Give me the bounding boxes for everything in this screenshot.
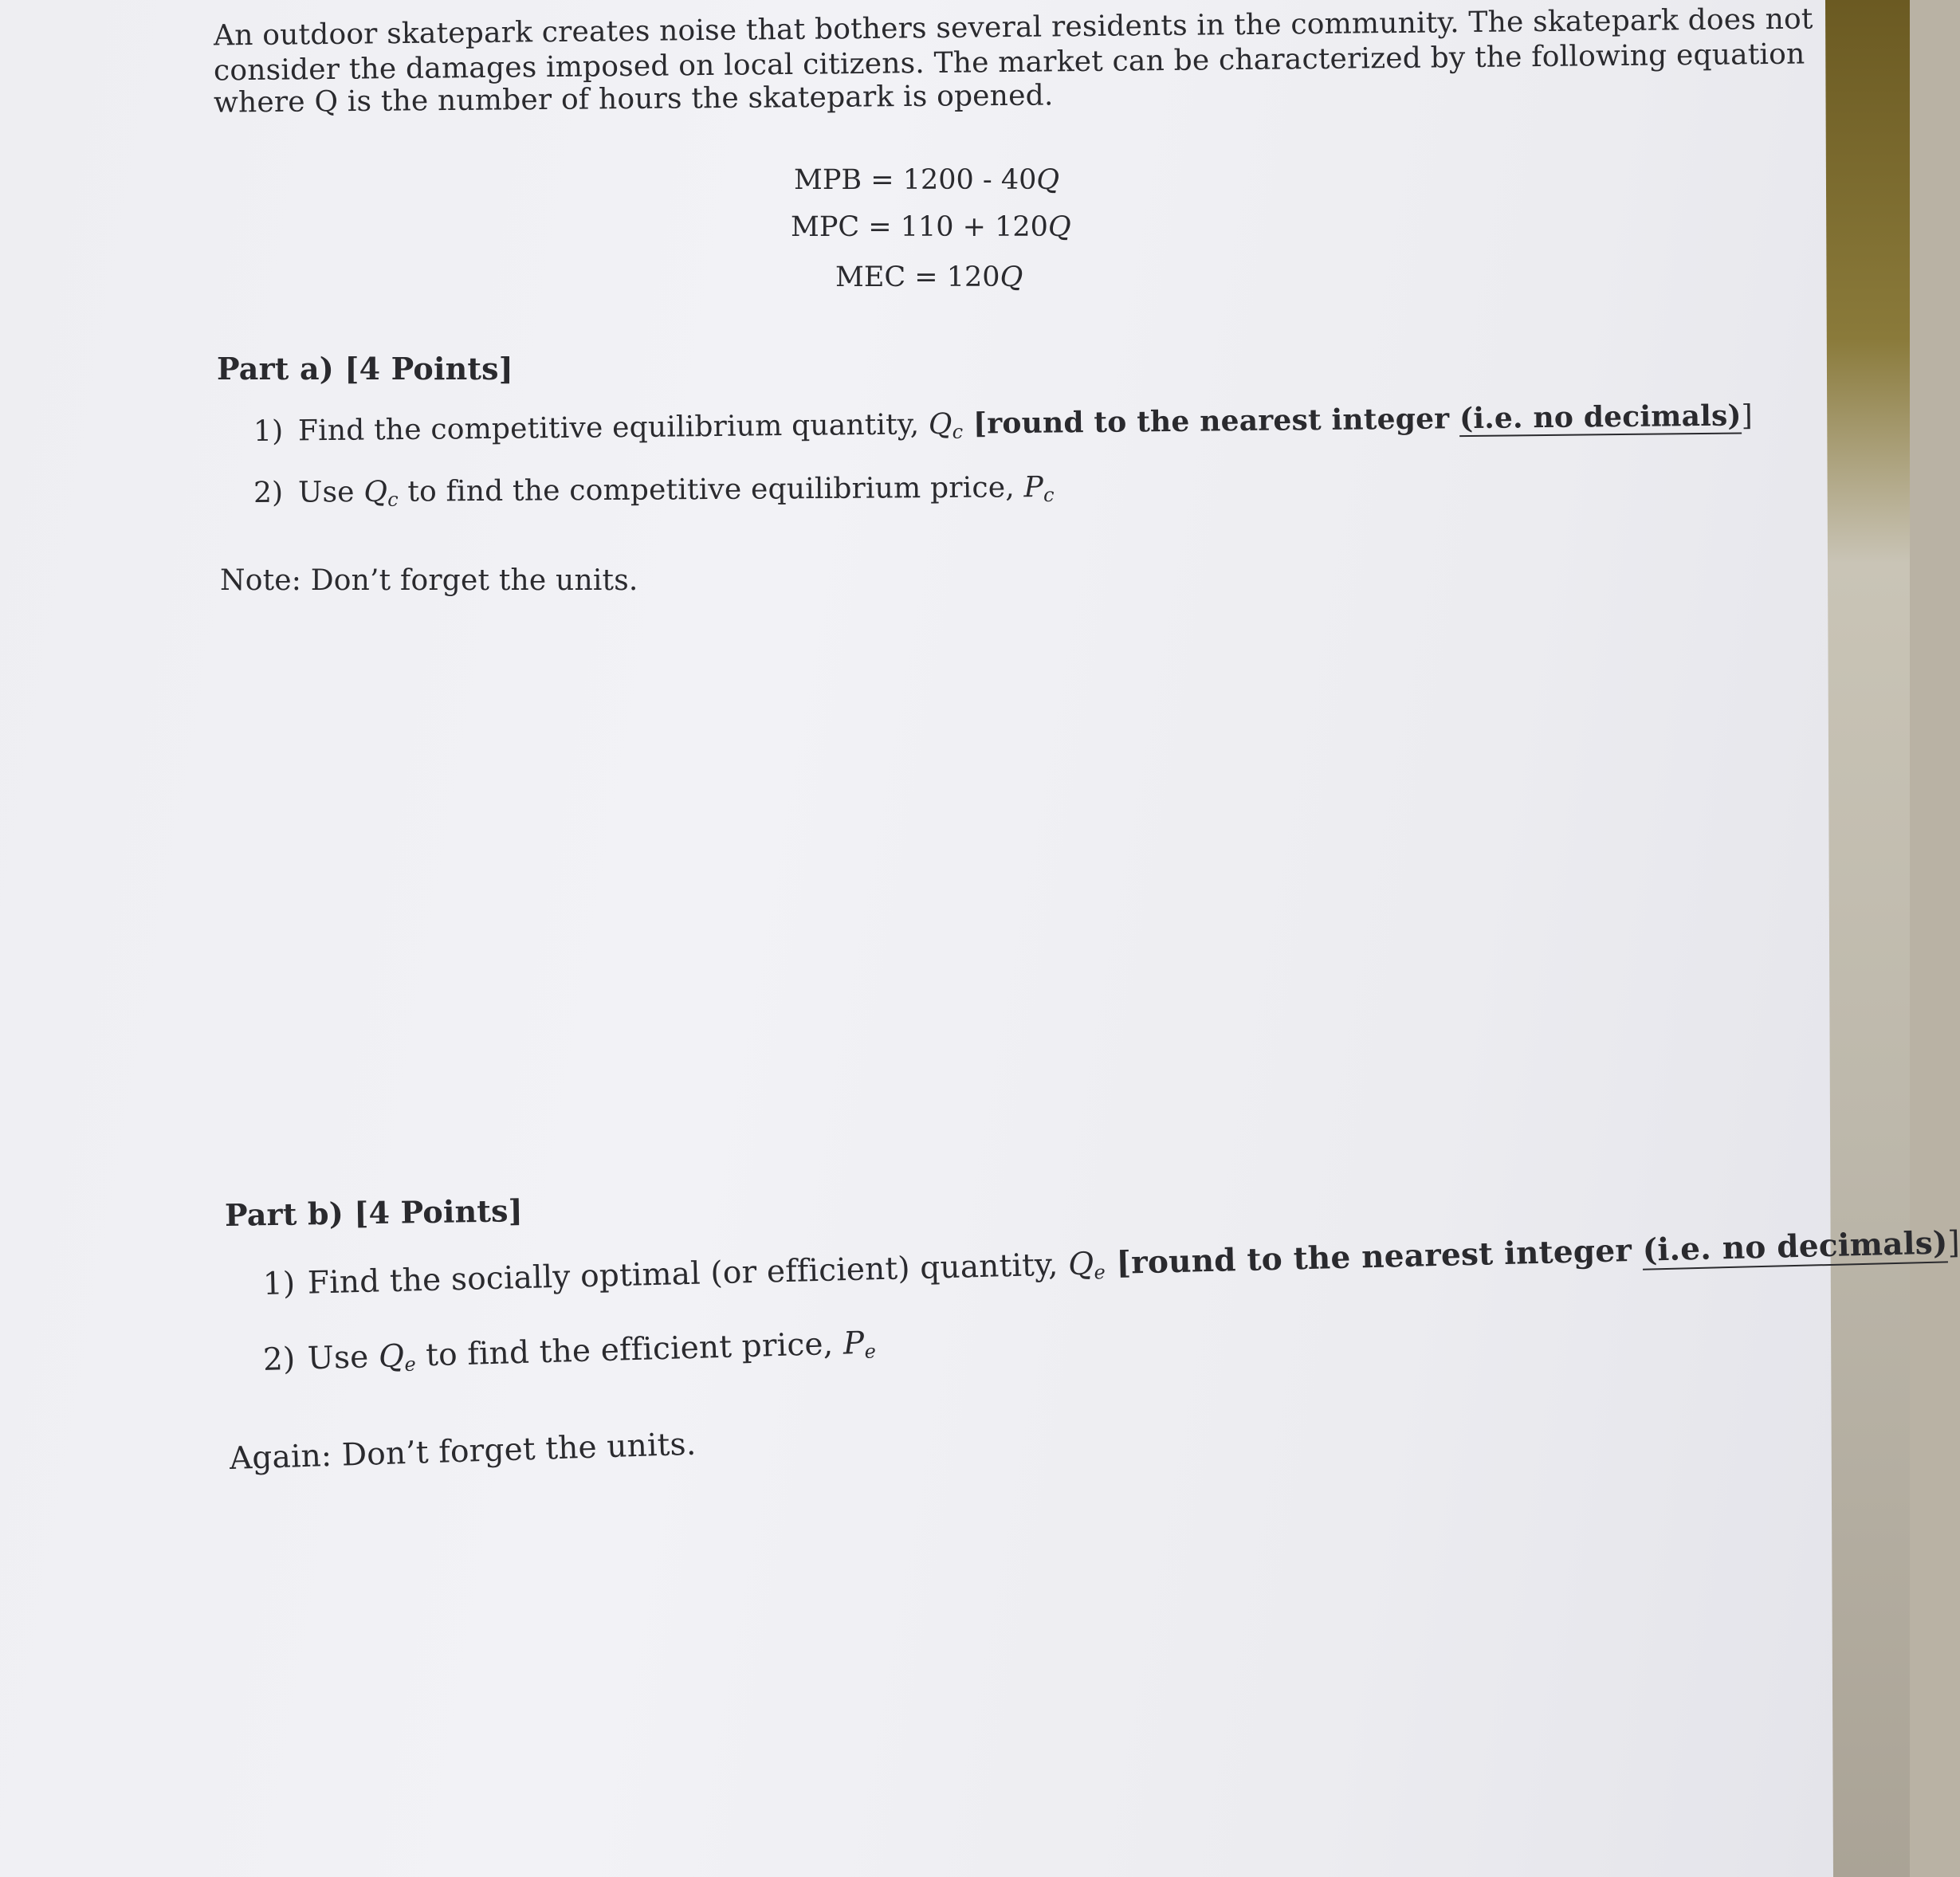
part-b-question-1: 1) Find the socially optimal (or efficient) quantity, $Q_e$ [round to the nearest integer (i.e. no decimals)] xyxy=(262,1224,1960,1302)
part-a-question-2: 2) Use $Q_c$ to find the competitive equilibrium price, $P_c$ xyxy=(253,471,1055,511)
part-b-heading: Part b) [4 Points] xyxy=(224,1192,524,1233)
equation-mpb: MPB = 1200 - 40Q xyxy=(794,164,1060,196)
part-a-note: Note: Don’t forget the units. xyxy=(220,564,638,597)
part-a-question-1: 1) Find the competitive equilibrium quantity, $Q_c$ [round to the nearest integer (i.e. no decimals)] xyxy=(253,399,1754,448)
equation-mpc: MPC = 110 + 120Q xyxy=(791,211,1071,243)
intro-line-3: where Q is the number of hours the skatepark is opened. xyxy=(213,79,1054,120)
part-b-question-2: 2) Use $Q_e$ to find the efficient price, $P_e$ xyxy=(262,1325,877,1378)
part-a-heading: Part a) [4 Points] xyxy=(217,351,513,387)
part-b-note: Again: Don’t forget the units. xyxy=(229,1426,697,1477)
intro-line-1: An outdoor skatepark creates noise that bothers several residents in the community. The skatepark does not xyxy=(213,2,1813,53)
intro-line-2: consider the damages imposed on local citizens. The market can be characterized by the following equation xyxy=(213,37,1805,88)
equation-mec: MEC = 120Q xyxy=(835,261,1023,293)
